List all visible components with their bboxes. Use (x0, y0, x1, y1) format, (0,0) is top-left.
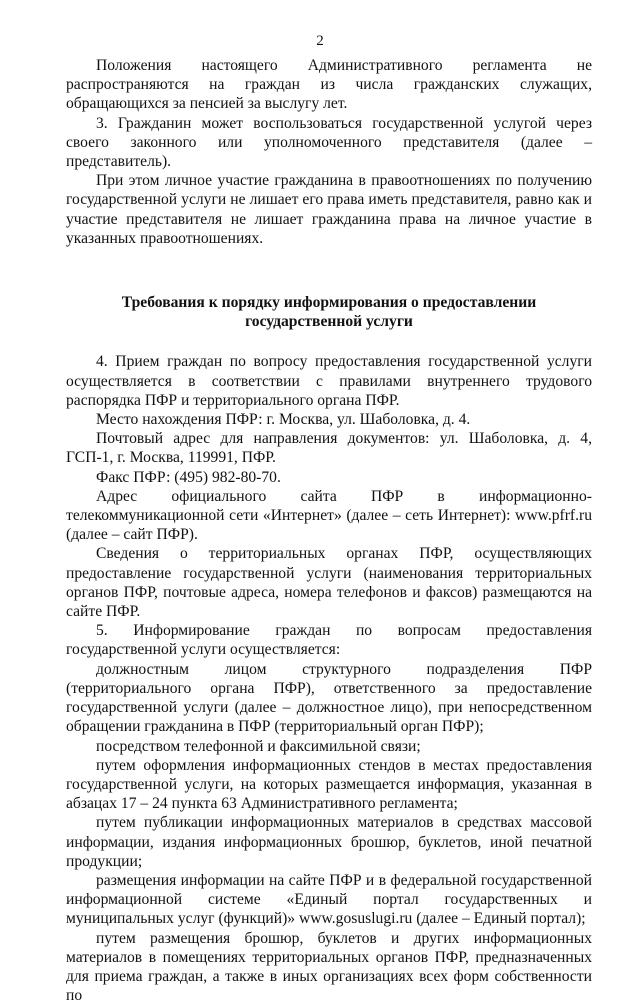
section-heading-line: Требования к порядку информирования о предоставлении (121, 294, 537, 312)
paragraph: Положения настоящего Административного регламента не распространяются на граждан из числа гражданских служащих, обращающихся за пенсией за выслугу лет. (66, 57, 592, 113)
document-body (66, 56, 592, 1005)
paragraph: путем оформления информационных стендов в местах предоставления государственной услуги, на которых размещается информация, указанная в абзацах 17 – 24 пункта 63 Административного регламента; (66, 756, 592, 813)
section-heading (66, 293, 592, 331)
paragraph: размещения информации на сайте ПФР и в федеральной государственной информационной системе «Единый портал государственных и муниципальных услуг (функций)» www.gosuslugi.ru (далее – Единый портал); (66, 871, 592, 928)
paragraph: Почтовый адрес для направления документов: ул. Шаболовка, д. 4, ГСП-1, г. Москва, 119991, ПФР. (66, 430, 592, 467)
paragraph: Факс ПФР: (495) 982-80-70. (96, 468, 281, 486)
paragraph: Сведения о территориальных органах ПФР, осуществляющих предоставление государственной услуги (наименования территориальных органов ПФР, почтовые адреса, номера телефонов и факсов) размещаются на сайте ПФР. (66, 545, 592, 621)
paragraph: Место нахождения ПФР: г. Москва, ул. Шаболовка, д. 4. (96, 411, 471, 429)
page-number: 2 (316, 33, 324, 49)
section-heading-line: государственной услуги (245, 313, 413, 331)
paragraph: путем размещения брошюр, буклетов и других информационных материалов в помещениях территориальных органов ПФР, предназначенных для приема граждан, а также в иных организациях всех форм собственности по (66, 929, 592, 1005)
paragraph: посредством телефонной и факсимильной связи; (96, 737, 421, 755)
paragraph: Адрес официального сайта ПФР в информационно-телекоммуникационной сети «Интернет» (далее – сеть Интернет): www.pfrf.ru (далее – сайт ПФР). (66, 487, 592, 544)
paragraph: 3. Гражданин может воспользоваться государственной услугой через своего законного или уполномоченного представителя (далее – представитель). (66, 114, 592, 171)
paragraph: При этом личное участие гражданина в правоотношениях по получению государственной услуги не лишает его права иметь представителя, равно как и участие представителя не лишает гражданина права на личное участие в указанных правоотношениях. (66, 172, 592, 247)
paragraph: должностным лицом структурного подразделения ПФР (территориального органа ПФР), ответственного за предоставление государственной услуги (далее – должностное лицо), при непосредственном обращении гражданина в ПФР (территориальный орган ПФР); (66, 660, 592, 736)
paragraph: 4. Прием граждан по вопросу предоставления государственной услуги осуществляется в соответствии с правилами внутреннего трудового распорядка ПФР и территориального органа ПФР. (66, 353, 592, 409)
paragraph: путем публикации информационных материалов в средствах массовой информации, издания информационных брошюр, буклетов, иной печатной продукции; (66, 814, 592, 870)
paragraph: 5. Информирование граждан по вопросам предоставления государственной услуги осуществляется: (66, 622, 592, 659)
